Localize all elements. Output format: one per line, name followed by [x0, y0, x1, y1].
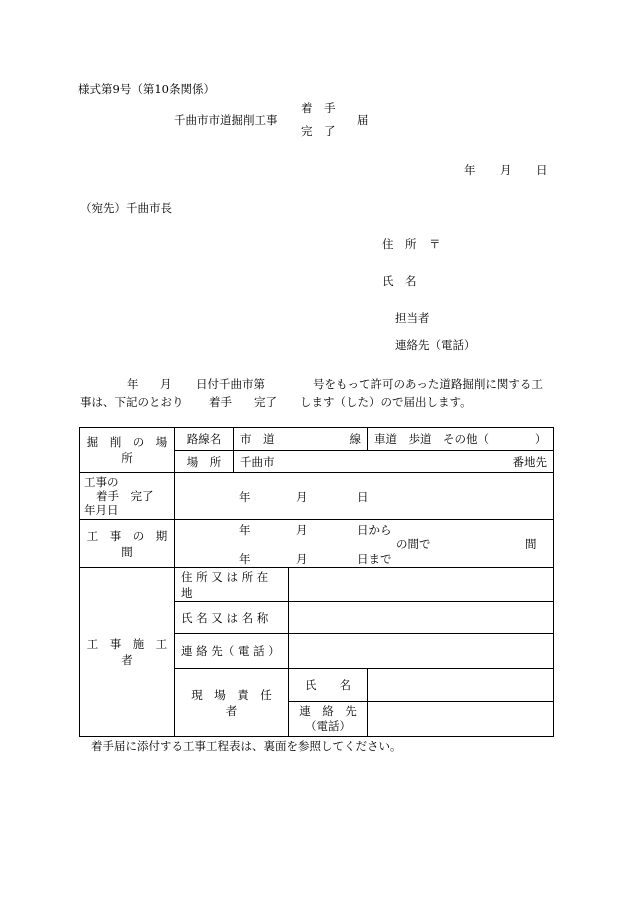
detail-table [79, 427, 554, 737]
work-date-field[interactable] [175, 473, 554, 520]
period-from: 日から [357, 523, 392, 537]
date-year: 年 [464, 163, 476, 177]
place-label: 場 所 [175, 451, 234, 473]
route-name-field[interactable] [234, 428, 368, 451]
body-line2-end: します（した）ので届出します。 [300, 395, 472, 409]
title-suffix: 届 [357, 113, 369, 127]
manager-contact-text: 連 絡 先 [299, 704, 357, 718]
contractor-contact-label: 連 絡 先（ 電 話 ） [175, 634, 289, 669]
period-field[interactable] [175, 520, 554, 568]
period-start-year: 年 [239, 523, 251, 537]
addressee: （宛先）千曲市長 [80, 201, 172, 215]
footnote: 着手届に添付する工事工程表は、裏面を参照してください。 [91, 739, 402, 753]
title-option-start: 着 手 [301, 101, 336, 115]
manager-phone-text: （電話） [305, 719, 351, 733]
body-start: 着手 [209, 395, 232, 409]
manager-name-field[interactable] [368, 669, 554, 702]
work-date-day: 日 [357, 490, 369, 504]
period-end-month: 月 [296, 552, 308, 566]
applicant-name-label: 氏 名 [382, 274, 417, 288]
period-label: 工 事 の 期 間 [80, 520, 175, 568]
person-in-charge-label: 担当者 [395, 311, 430, 325]
contractor-address-field[interactable] [289, 568, 554, 602]
place-field[interactable] [234, 451, 554, 473]
period-until: 日まで [357, 552, 392, 566]
body-date-prefix: 日付千曲市第 [196, 377, 265, 391]
period-start-month: 月 [296, 523, 308, 537]
title-prefix: 千曲市市道掘削工事 [174, 113, 278, 127]
contractor-name-field[interactable] [289, 602, 554, 634]
manager-name-label: 氏 名 [289, 669, 368, 702]
route-value: 市 道 [240, 432, 275, 446]
contractor-name-label: 氏 名 又 は 名 称 [175, 602, 289, 634]
place-suffix: 番地先 [512, 454, 547, 469]
title-option-end: 完 了 [301, 124, 336, 138]
site-manager-label: 現 場 責 任 者 [175, 669, 289, 737]
place-value: 千曲市 [240, 454, 275, 469]
applicant-address-label: 住 所 [382, 237, 417, 251]
work-date-year: 年 [239, 490, 251, 504]
work-date-label-line1: 工事の [84, 475, 119, 489]
date-month: 月 [500, 163, 512, 177]
work-date-month: 月 [296, 490, 308, 504]
work-date-label [80, 473, 175, 520]
date-day: 日 [536, 163, 548, 177]
manager-contact-label [289, 702, 368, 737]
route-suffix: 線 [349, 432, 361, 446]
period-between: の間で [396, 537, 431, 551]
work-date-label-line3: 年月日 [84, 503, 119, 517]
form-number: 様式第9号（第10条関係） [78, 82, 215, 96]
body-year: 年 [127, 377, 139, 391]
contractor-contact-field[interactable] [289, 634, 554, 669]
body-line2-start: 事は、下記のとおり [80, 395, 184, 409]
route-label: 路線名 [175, 428, 234, 451]
body-month: 月 [160, 377, 172, 391]
body-permit-text: 号をもって許可のあった道路掘削に関する工 [313, 377, 543, 391]
postal-mark: 〒 [429, 237, 441, 251]
body-end: 完了 [254, 395, 277, 409]
applicant-contact-label: 連絡先（電話） [395, 338, 476, 352]
period-end-year: 年 [239, 552, 251, 566]
manager-contact-field[interactable] [368, 702, 554, 737]
location-label: 掘 削 の 場 所 [80, 428, 175, 473]
contractor-label: 工 事 施 工 者 [80, 568, 175, 737]
contractor-address-label: 住 所 又 は 所 在 地 [175, 568, 289, 602]
road-type-field[interactable]: 車道 歩道 その他（ ） [368, 428, 554, 451]
work-date-label-line2: 着手 完了 [96, 489, 154, 503]
period-days-unit: 間 [525, 537, 537, 551]
